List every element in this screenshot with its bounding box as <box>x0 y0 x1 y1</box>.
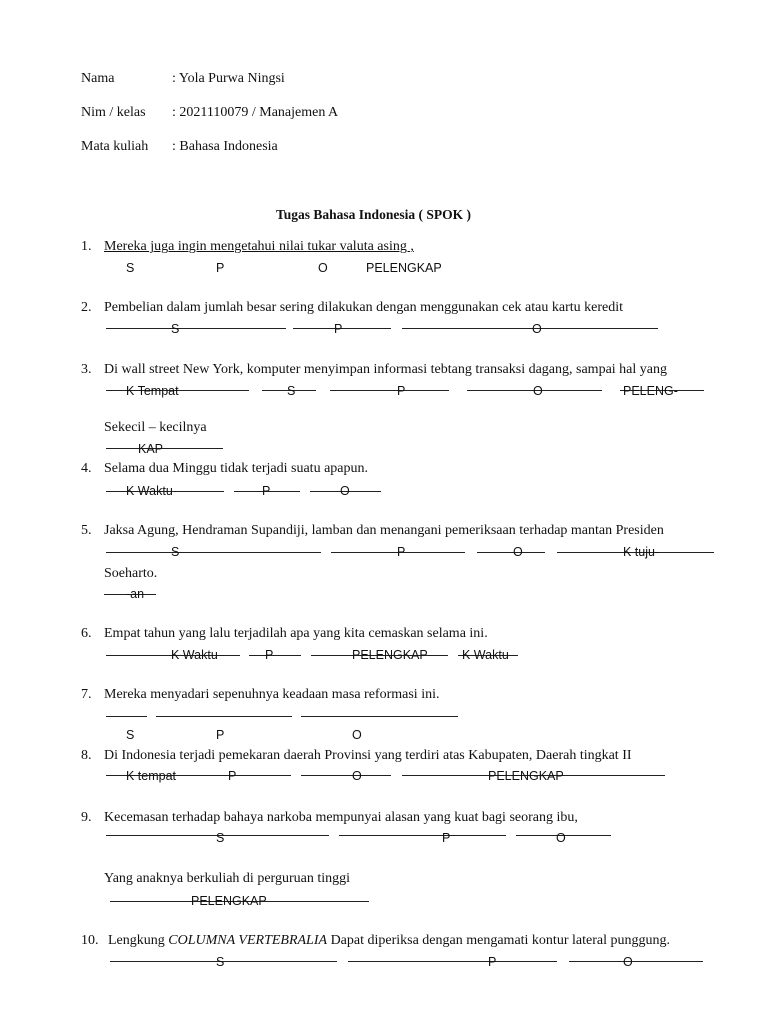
item-number: 8. <box>81 748 92 763</box>
underline <box>301 775 391 776</box>
underline <box>339 835 506 836</box>
spok-label: K Waktu <box>171 648 218 662</box>
underline <box>106 328 286 329</box>
item-sentence: Mereka menyadari sepenuhnya keadaan masa reformasi ini. <box>104 687 440 702</box>
item-sentence: Di wall street New York, komputer menyimpan informasi tebtang transaksi dagang, sampai hal yang <box>104 362 667 377</box>
spok-label: K Waktu <box>126 484 173 498</box>
spok-label: K tuju- <box>623 545 660 559</box>
course-value: : Bahasa Indonesia <box>172 139 278 154</box>
item-number: 4. <box>81 461 92 476</box>
spok-label: K Waktu <box>462 648 509 662</box>
spok-label: O <box>513 545 523 559</box>
spok-label: P <box>488 955 497 969</box>
spok-label: O <box>318 261 328 275</box>
spok-label: O <box>623 955 633 969</box>
underline <box>156 716 292 717</box>
spok-label: O <box>533 384 543 398</box>
spok-label: S <box>126 261 135 275</box>
item-sentence: Kecemasan terhadap bahaya narkoba mempunyai alasan yang kuat bagi seorang ibu, <box>104 810 578 825</box>
underline <box>106 716 147 717</box>
item-sentence <box>108 933 670 949</box>
underline <box>569 961 703 962</box>
item-sentence: Mereka juga ingin mengetahui nilai tukar valuta asing , <box>104 239 414 254</box>
underline <box>301 716 458 717</box>
course-label: Mata kuliah <box>81 139 149 154</box>
spok-label: PELENGKAP <box>488 769 564 783</box>
underline <box>106 448 223 449</box>
item-number: 6. <box>81 626 92 641</box>
spok-label: PELENGKAP <box>191 894 267 908</box>
spok-label: P <box>397 545 406 559</box>
spok-label: P <box>442 831 451 845</box>
item-number: 10. <box>81 933 99 948</box>
spok-label: O <box>340 484 350 498</box>
spok-label: P <box>216 261 225 275</box>
spok-label: P <box>216 728 225 742</box>
item-sentence: Empat tahun yang lalu terjadilah apa yang kita cemaskan selama ini. <box>104 626 488 641</box>
item-sentence: Pembelian dalam jumlah besar sering dilakukan dengan menggunakan cek atau kartu keredit <box>104 300 623 315</box>
item-number: 1. <box>81 239 92 254</box>
spok-label: S <box>216 831 225 845</box>
item-sentence: Di Indonesia terjadi pemekaran daerah Provinsi yang terdiri atas Kabupaten, Daerah tingkat II <box>104 748 632 763</box>
spok-label: P <box>228 769 237 783</box>
spok-label: S <box>287 384 296 398</box>
spok-label: P <box>397 384 406 398</box>
item-number: 9. <box>81 810 92 825</box>
spok-label: P <box>262 484 271 498</box>
spok-label: PELENGKAP <box>352 648 428 662</box>
spok-label: KAP <box>138 442 164 456</box>
name-label: Nama <box>81 71 115 86</box>
underline <box>477 552 545 553</box>
item-sentence-continuation: Soeharto. <box>104 566 158 581</box>
underline <box>106 552 321 553</box>
document-title: Tugas Bahasa Indonesia ( SPOK ) <box>276 207 471 222</box>
item-sentence-pre: Lengkung <box>108 933 169 948</box>
spok-label: K Tempat <box>126 384 179 398</box>
item-sentence-continuation: Sekecil – kecilnya <box>104 420 207 435</box>
item-number: 5. <box>81 523 92 538</box>
underline <box>249 655 301 656</box>
underline <box>330 390 449 391</box>
item-sentence: Selama dua Minggu tidak terjadi suatu apapun. <box>104 461 368 476</box>
nim-value: : 2021110079 / Manajemen A <box>172 105 339 120</box>
underline <box>348 961 557 962</box>
spok-label: O <box>556 831 566 845</box>
spok-label: P <box>334 322 343 336</box>
spok-label: S <box>126 728 135 742</box>
spok-label: S <box>171 322 180 336</box>
name-value: : Yola Purwa Ningsi <box>172 71 285 86</box>
item-sentence: Jaksa Agung, Hendraman Supandiji, lamban dan menangani pemeriksaan terhadap mantan Presiden <box>104 523 664 538</box>
spok-label: O <box>352 769 362 783</box>
item-sentence-continuation: Yang anaknya berkuliah di perguruan tinggi <box>104 871 350 886</box>
item-number: 3. <box>81 362 92 377</box>
spok-label: P <box>265 648 274 662</box>
underline <box>402 328 658 329</box>
spok-label: K tempat <box>126 769 177 783</box>
spok-label: PELENG- <box>623 384 678 398</box>
item-number: 7. <box>81 687 92 702</box>
item-sentence-post: Dapat diperiksa dengan mengamati kontur lateral punggung. <box>327 933 670 948</box>
spok-label: -an <box>126 587 145 601</box>
spok-label: S <box>216 955 225 969</box>
nim-label: Nim / kelas <box>81 105 146 120</box>
spok-label: S <box>171 545 180 559</box>
item-sentence-italic: COLUMNA VERTEBRALIA <box>168 933 328 948</box>
spok-label: O <box>352 728 362 742</box>
spok-label: O <box>532 322 542 336</box>
item-number: 2. <box>81 300 92 315</box>
spok-label: PELENGKAP <box>366 261 442 275</box>
